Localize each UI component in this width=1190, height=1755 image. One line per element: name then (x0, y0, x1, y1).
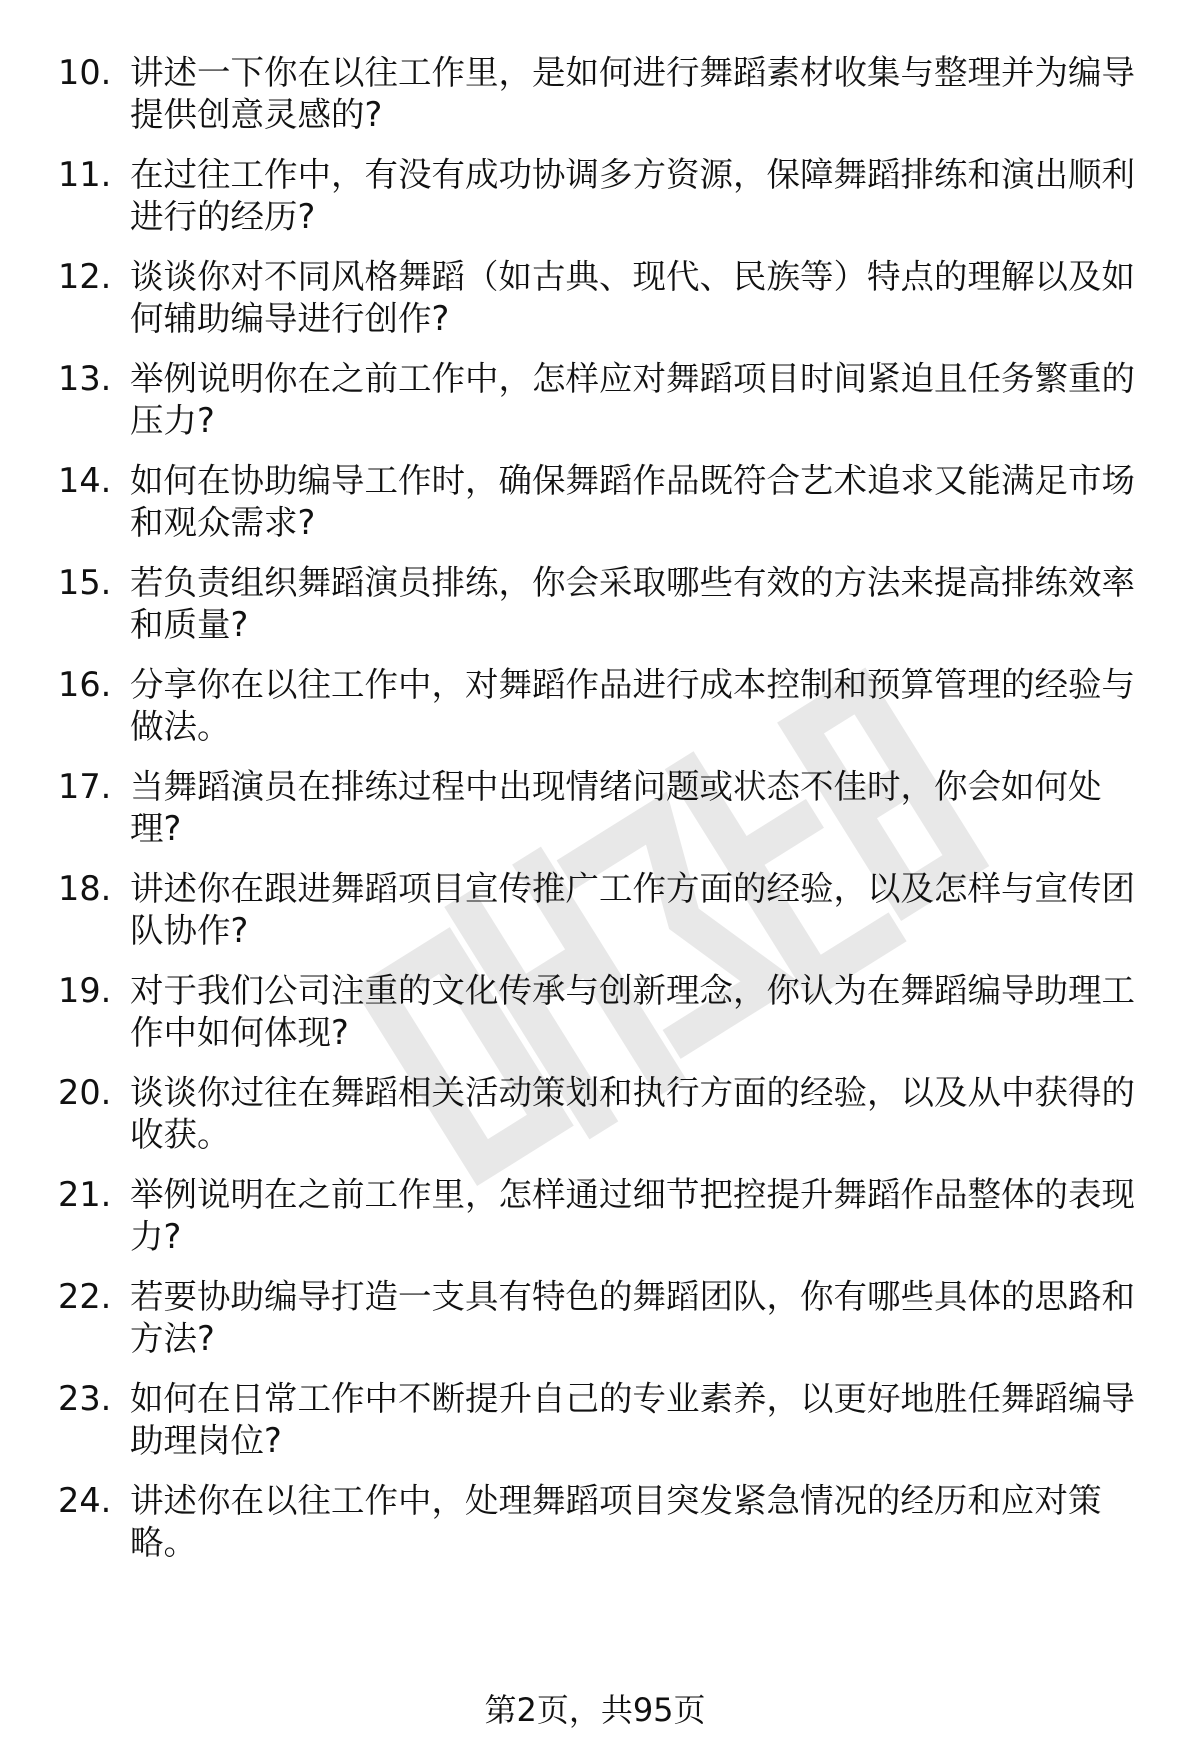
question-item (58, 1072, 1148, 1156)
question-item (58, 1276, 1148, 1360)
question-item (58, 460, 1148, 544)
question-item (58, 154, 1148, 238)
question-number: 13. (58, 359, 112, 398)
question-item (58, 256, 1148, 340)
question-number: 24. (58, 1481, 112, 1520)
question-text: 举例说明你在之前工作中，怎样应对舞蹈项目时间紧迫且任务繁重的压力? (130, 359, 1135, 440)
page-number: 第2页，共95页 (484, 1691, 706, 1729)
question-item (58, 664, 1148, 748)
question-text: 在过往工作中，有没有成功协调多方资源，保障舞蹈排练和演出顺利进行的经历? (130, 155, 1135, 236)
question-number: 14. (58, 461, 112, 500)
question-text: 若负责组织舞蹈演员排练，你会采取哪些有效的方法来提高排练效率和质量? (130, 563, 1135, 644)
question-item (58, 970, 1148, 1054)
question-number: 22. (58, 1277, 112, 1316)
question-text: 讲述你在跟进舞蹈项目宣传推广工作方面的经验，以及怎样与宣传团队协作? (130, 869, 1135, 950)
question-text: 谈谈你过往在舞蹈相关活动策划和执行方面的经验，以及从中获得的收获。 (130, 1073, 1135, 1154)
question-item (58, 358, 1148, 442)
question-number: 18. (58, 869, 112, 908)
question-text: 当舞蹈演员在排练过程中出现情绪问题或状态不佳时，你会如何处理? (130, 767, 1102, 848)
question-text: 对于我们公司注重的文化传承与创新理念，你认为在舞蹈编导助理工作中如何体现? (130, 971, 1135, 1052)
question-number: 19. (58, 971, 112, 1010)
question-number: 16. (58, 665, 112, 704)
question-item (58, 52, 1148, 136)
question-item (58, 1174, 1148, 1258)
question-text: 举例说明在之前工作里，怎样通过细节把控提升舞蹈作品整体的表现力? (130, 1175, 1135, 1256)
question-number: 17. (58, 767, 112, 806)
question-text: 讲述你在以往工作中，处理舞蹈项目突发紧急情况的经历和应对策略。 (130, 1481, 1102, 1562)
question-item (58, 1378, 1148, 1462)
question-text: 如何在协助编导工作时，确保舞蹈作品既符合艺术追求又能满足市场和观众需求? (130, 461, 1135, 542)
question-item (58, 766, 1148, 850)
question-list (58, 52, 1148, 1582)
question-item (58, 1480, 1148, 1564)
question-item (58, 562, 1148, 646)
question-number: 21. (58, 1175, 112, 1214)
question-number: 12. (58, 257, 112, 296)
question-number: 20. (58, 1073, 112, 1112)
question-number: 23. (58, 1379, 112, 1418)
question-text: 分享你在以往工作中，对舞蹈作品进行成本控制和预算管理的经验与做法。 (130, 665, 1135, 746)
question-text: 讲述一下你在以往工作里，是如何进行舞蹈素材收集与整理并为编导提供创意灵感的? (130, 53, 1135, 134)
question-number: 10. (58, 53, 112, 92)
question-number: 15. (58, 563, 112, 602)
question-text: 谈谈你对不同风格舞蹈（如古典、现代、民族等）特点的理解以及如何辅助编导进行创作? (130, 257, 1135, 338)
question-text: 如何在日常工作中不断提升自己的专业素养，以更好地胜任舞蹈编导助理岗位? (130, 1379, 1135, 1460)
question-item (58, 868, 1148, 952)
question-number: 11. (58, 155, 112, 194)
question-text: 若要协助编导打造一支具有特色的舞蹈团队，你有哪些具体的思路和方法? (130, 1277, 1135, 1358)
